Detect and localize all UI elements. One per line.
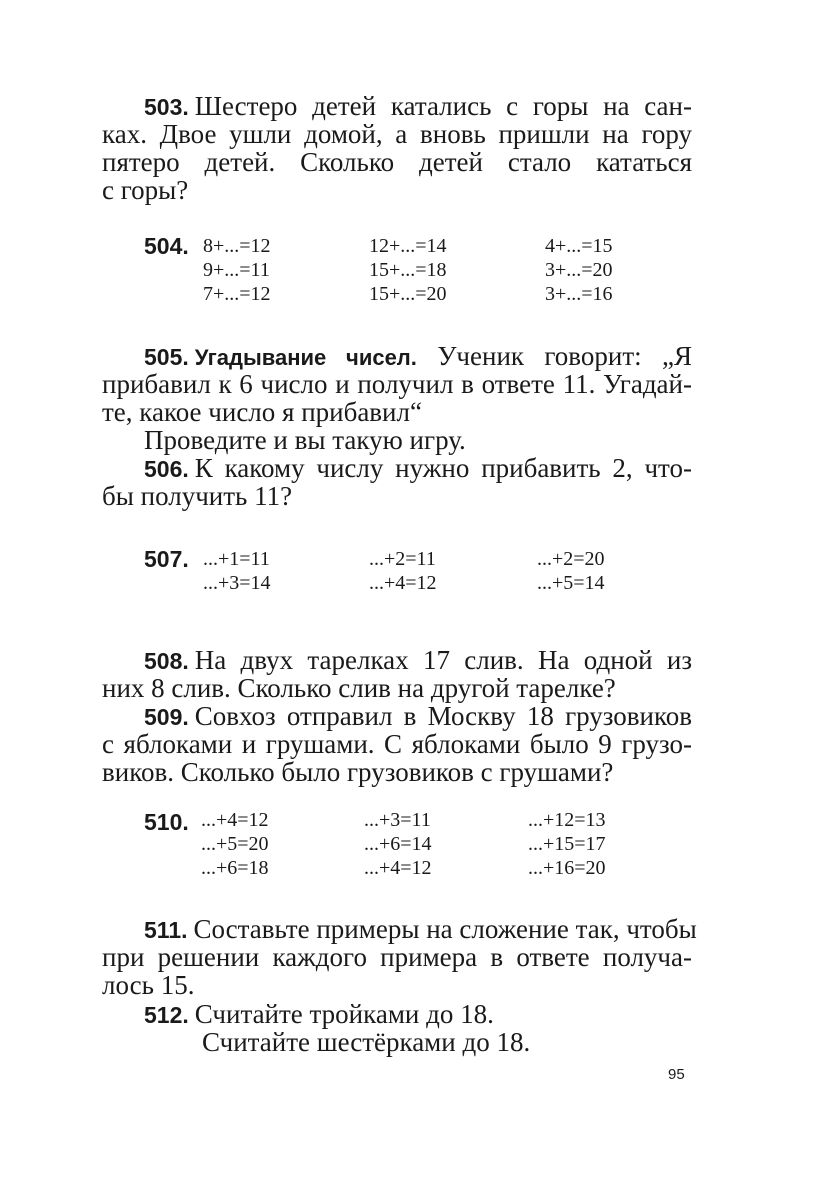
problem-503-line-2: ках. Двое ушли домой, а вновь пришли на гору: [102, 119, 692, 149]
equation: ...+4=12: [364, 857, 432, 879]
equation: ...+6=18: [201, 857, 269, 879]
problem-510-column-1: [201, 808, 269, 880]
equation: ...+4=12: [201, 809, 269, 831]
equation: 7+...=12: [203, 283, 271, 305]
problem-510-column-3: [528, 808, 606, 880]
problem-511-line-1: 511. Составьте примеры на сложение так, чтобы: [144, 914, 697, 944]
problem-504-column-2: [369, 234, 447, 306]
problem-507-column-1: [203, 547, 271, 595]
problem-505-line-3: те, какое число я прибавил“: [102, 397, 422, 427]
equation: ...+15=17: [528, 833, 606, 855]
problem-505-title: Угадывание чисел.: [194, 345, 417, 370]
problem-512: [102, 1000, 692, 1056]
equation: 3+...=20: [545, 259, 613, 281]
equation: ...+12=13: [528, 809, 606, 831]
problem-509-line-3: виков. Сколько было грузовиков с грушами?: [102, 757, 614, 787]
equation: 15+...=20: [369, 283, 447, 305]
problem-511-number: 511.: [144, 917, 188, 943]
equation: 15+...=18: [369, 259, 447, 281]
problem-507-column-3: [537, 547, 605, 595]
problem-508-number: 508.: [144, 648, 189, 674]
problem-506-line-1: 506. К какому числу нужно прибавить 2, что-: [144, 453, 692, 483]
equation: 8+...=12: [203, 235, 271, 257]
page-number: 95: [668, 1066, 685, 1083]
problem-506-line-2: бы получить 11?: [102, 481, 293, 511]
problem-512-number: 512.: [144, 1002, 189, 1028]
problem-508-line-1: 508. На двух тарелках 17 слив. На одной из: [144, 645, 692, 675]
problem-505-line-2: прибавил к 6 число и получил в ответе 11. Угадай-: [102, 369, 692, 399]
problem-512-line-1: 512. Считайте тройками до 18.: [144, 999, 494, 1029]
problem-503-line-1: 503. Шестеро детей катались с горы на сан-: [144, 91, 692, 121]
problem-511-line-2: при решении каждого примера в ответе получа-: [102, 942, 692, 972]
problem-506-number: 506.: [144, 456, 189, 482]
problem-503-number: 503.: [144, 94, 189, 120]
equation: 9+...=11: [203, 259, 270, 281]
equation: ...+5=14: [537, 572, 605, 594]
problem-504-column-3: [545, 234, 613, 306]
problem-509-line-2: с яблоками и грушами. С яблоками было 9 грузо-: [102, 729, 692, 759]
problem-505-extra: Проведите и вы такую игру.: [144, 425, 466, 455]
equation: ...+1=11: [203, 548, 270, 570]
problem-511-line-3: лось 15.: [102, 970, 195, 1000]
problem-505-number: 505.: [144, 344, 189, 370]
equation: 12+...=14: [369, 235, 447, 257]
equation: ...+2=20: [537, 548, 605, 570]
problem-509: [102, 702, 692, 786]
problem-505: [102, 342, 692, 454]
problem-506: [102, 454, 692, 510]
problem-508-line-2: них 8 слив. Сколько слив на другой тарелке?: [102, 673, 616, 703]
problem-510-column-2: [364, 808, 432, 880]
problem-510-number: 510.: [144, 809, 189, 835]
problem-504-column-1: [203, 234, 271, 306]
problem-509-line-1: 509. Совхоз отправил в Москву 18 грузовиков: [144, 701, 692, 731]
equation: ...+6=14: [364, 833, 432, 855]
problem-503: [102, 92, 692, 204]
problem-509-number: 509.: [144, 704, 189, 730]
problem-505-line-1: 505. Угадывание чисел. Ученик говорит: „Я: [144, 341, 693, 371]
problem-504-number: 504.: [144, 233, 189, 259]
equation: ...+3=14: [203, 572, 271, 594]
equation: 4+...=15: [545, 235, 613, 257]
problem-507-column-2: [369, 547, 437, 595]
equation: 3+...=16: [545, 283, 613, 305]
equation: ...+4=12: [369, 572, 437, 594]
problem-503-line-4: с горы?: [102, 175, 189, 205]
equation: ...+3=11: [364, 809, 431, 831]
equation: ...+5=20: [201, 833, 269, 855]
problem-507-number: 507.: [144, 546, 189, 572]
problem-511: [102, 914, 697, 1000]
equation: ...+16=20: [528, 857, 606, 879]
problem-512-line-2: Считайте шестёрками до 18.: [202, 1027, 531, 1057]
equation: ...+2=11: [369, 548, 436, 570]
problem-508: [102, 646, 692, 702]
problem-503-line-3: пятеро детей. Сколько детей стало кататься: [102, 147, 692, 177]
